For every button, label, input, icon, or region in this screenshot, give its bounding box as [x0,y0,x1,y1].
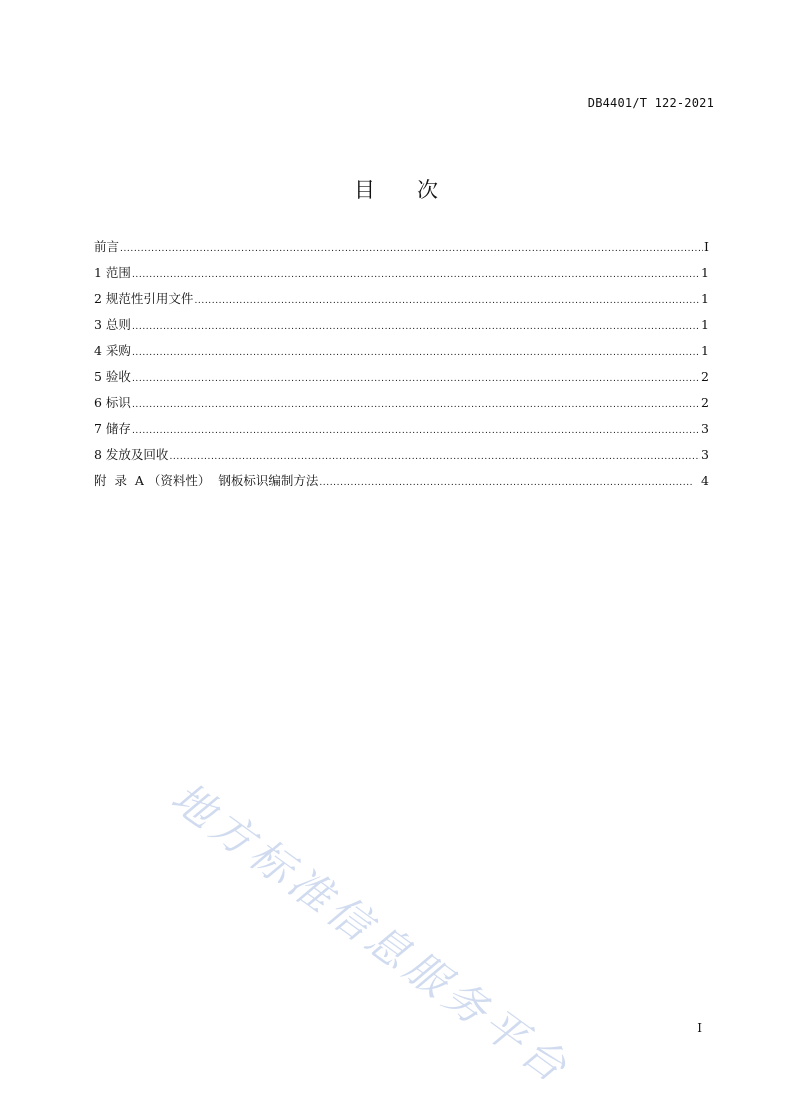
page-title [0,174,792,204]
toc-entry-page: 1 [701,265,709,280]
toc-leader-dots [319,474,692,492]
toc-entry-label: 5 验收 [94,369,131,384]
toc-leader-dots [132,266,700,284]
title-char-1: 目 [354,178,375,202]
toc-entry-label: 2 规范性引用文件 [94,291,194,306]
toc-entry-page: 1 [701,343,709,358]
toc-entry-page: 1 [701,317,709,332]
table-of-contents [94,238,709,498]
toc-entry-page: 3 [701,447,709,462]
toc-leader-dots [132,422,700,440]
toc-entry-label: 8 发放及回收 [94,447,169,462]
toc-entry-acceptance[interactable] [94,368,709,394]
title-char-2: 次 [417,178,438,202]
toc-entry-label: 6 标识 [94,395,131,410]
toc-entry-storage[interactable] [94,420,709,446]
toc-entry-marking[interactable] [94,394,709,420]
watermark-text: 地方标准信息服务平台 [162,772,580,1095]
toc-leader-dots [132,344,700,362]
toc-entry-issue-and-recovery[interactable] [94,446,709,472]
toc-entry-label: 4 采购 [94,343,131,358]
toc-entry-page: 3 [701,421,709,436]
document-code: DB4401/T 122-2021 [587,96,714,110]
toc-entry-normative-references[interactable] [94,290,709,316]
toc-entry-appendix-a[interactable] [94,472,709,498]
toc-entry-page: 1 [701,291,709,306]
toc-entry-page: 2 [701,395,709,410]
toc-entry-label: 1 范围 [94,265,131,280]
page-number: I [697,1021,702,1035]
toc-entry-page: I [704,239,709,254]
toc-entry-page: 4 [701,473,709,488]
toc-leader-dots [169,448,700,466]
toc-leader-dots [132,396,700,414]
toc-entry-label: 7 储存 [94,421,131,436]
toc-leader-dots [194,292,700,310]
toc-entry-procurement[interactable] [94,342,709,368]
toc-entry-label: 前言 [94,239,120,254]
toc-entry-label: 附 录 A （资料性） 钢板标识编制方法 [94,473,319,488]
toc-entry-label: 3 总则 [94,317,131,332]
toc-leader-dots [120,240,703,258]
toc-entry-foreword[interactable] [94,238,709,264]
toc-leader-dots [132,370,700,388]
toc-entry-page: 2 [701,369,709,384]
toc-leader-dots [132,318,700,336]
toc-entry-scope[interactable] [94,264,709,290]
toc-entry-general[interactable] [94,316,709,342]
